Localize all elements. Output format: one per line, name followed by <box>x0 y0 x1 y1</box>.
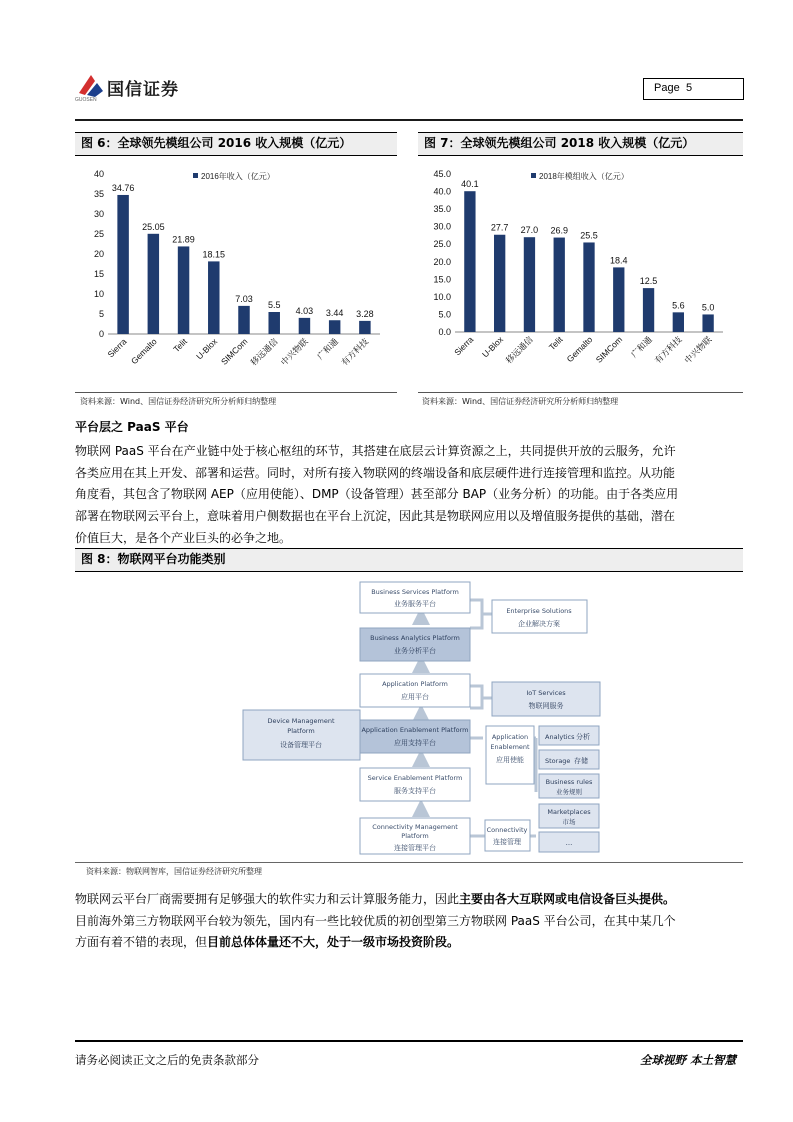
y-tick-label: 0.0 <box>438 327 451 337</box>
bar <box>554 238 565 332</box>
data-label: 5.6 <box>672 300 685 311</box>
x-tick-label: SIMCom <box>218 336 250 367</box>
closing-text: 物联网云平台厂商需要拥有足够强大的软件实力和云计算服务能力，因此 <box>75 892 460 906</box>
data-label: 26.9 <box>550 225 568 236</box>
data-label: 5.0 <box>701 302 715 313</box>
x-tick-label: U-Blox <box>194 336 220 362</box>
x-tick-label: SIMCom <box>593 334 625 365</box>
footer-rule <box>75 1040 743 1042</box>
data-label: 25.05 <box>142 221 165 232</box>
bar <box>148 234 159 334</box>
y-tick-label: 15 <box>93 269 104 279</box>
data-label: 18.15 <box>202 249 226 260</box>
y-tick-label: 40.0 <box>433 186 451 197</box>
sep-label: Service Enablement Platform <box>367 774 463 782</box>
header-rule <box>75 119 743 121</box>
more-label: ... <box>565 839 573 847</box>
data-label: 40.1 <box>461 179 479 190</box>
bar <box>329 320 340 334</box>
dmp-label-1: Device Management <box>267 717 335 725</box>
y-tick-label: 35 <box>93 189 104 199</box>
brand-logo <box>75 73 205 105</box>
analytics-label-cn: 分析 <box>576 733 590 741</box>
connectivity-label-cn: 连接管理 <box>493 838 521 846</box>
data-label: 7.03 <box>235 293 253 304</box>
bar <box>359 321 370 334</box>
y-tick-label: 30.0 <box>433 221 451 232</box>
figure7-title: 图 7：全球领先模组公司 2018 收入规模（亿元） <box>418 132 743 156</box>
data-label: 5.5 <box>267 300 281 310</box>
paragraph-line: 角度看，其包含了物联网 AEP（应用使能）、DMP（设备管理）甚至部分 BAP（业务分析）的功能。由于各类应用 <box>75 487 679 502</box>
ap-label-cn: 应用平台 <box>401 693 429 701</box>
legend-label: 2016年收入（亿元） <box>201 172 275 181</box>
bar <box>613 267 624 332</box>
bar <box>643 288 654 332</box>
x-tick-label: 中兴物联 <box>682 334 714 366</box>
paragraph-line: 价值巨大，是各个产业巨头的必争之地。 <box>75 530 292 545</box>
y-tick-label: 35.0 <box>433 204 451 215</box>
data-label: 25.5 <box>580 230 598 241</box>
bar <box>268 312 279 334</box>
footer-disclaimer: 请务必阅读正文之后的免责条款部分 <box>75 1053 259 1067</box>
cmp-label-cn: 连接管理平台 <box>394 844 436 852</box>
closing-text: 方面有着不错的表现，但 <box>75 935 208 950</box>
data-label: 3.44 <box>325 308 344 319</box>
cmp-label-1: Connectivity Management <box>372 823 458 831</box>
y-tick-label: 10 <box>93 289 104 299</box>
bar <box>464 191 475 332</box>
bar <box>673 312 684 332</box>
bar <box>583 242 594 332</box>
x-tick-label: Gemalto <box>128 336 159 367</box>
y-tick-label: 0 <box>98 329 104 339</box>
x-tick-label: Sierra <box>452 334 476 358</box>
closing-line-2: 目前海外第三方物联网平台较为领先，国内有一些比较优质的初创型第三方物联网 PaaS 平台公司，在其中某几个 <box>75 913 676 928</box>
y-tick-label: 25.0 <box>433 239 451 250</box>
x-tick-label: 中兴物联 <box>278 336 310 368</box>
data-label: 3.28 <box>356 308 374 319</box>
iot-label-cn: 物联网服务 <box>528 702 564 710</box>
y-tick-label: 40 <box>93 169 104 179</box>
y-tick-label: 25 <box>93 229 104 239</box>
y-tick-label: 45.0 <box>433 169 451 179</box>
figure6-chart <box>75 158 397 390</box>
page-label: Page <box>654 82 680 94</box>
y-tick-label: 20 <box>93 249 104 259</box>
legend-label: 2018年模组收入（亿元） <box>539 172 629 181</box>
x-tick-label: Telit <box>171 336 189 355</box>
figure7-source: 资料来源：Wind、国信证券经济研究所分析师归纳整理 <box>422 397 619 406</box>
data-label: 27.0 <box>520 225 539 236</box>
data-label: 21.89 <box>172 234 195 245</box>
x-tick-label: Gemalto <box>564 334 595 365</box>
es-label-cn: 企业解决方案 <box>518 620 560 628</box>
bar <box>208 261 219 334</box>
section-heading: 平台层之 PaaS 平台 <box>75 420 189 434</box>
ae-label-1: Application <box>491 733 529 741</box>
bar <box>178 246 189 334</box>
business-rules-label-cn: 业务规则 <box>556 788 582 796</box>
data-label: 4.03 <box>295 305 314 316</box>
data-label: 34.76 <box>111 182 135 193</box>
sep-label-cn: 服务支持平台 <box>394 787 436 795</box>
ae-label-2: Enablement <box>490 743 530 751</box>
bar <box>494 235 505 332</box>
paragraph-line: 部署在物联网云平台上，意味着用户侧数据也在平台上沉淀，因此其是物联网应用以及增值服务提供的基础，潜在 <box>75 509 676 524</box>
business-rules-label: Business rules <box>545 778 593 786</box>
bsp-label: Business Services Platform <box>371 588 459 596</box>
x-tick-label: 有方科技 <box>339 336 371 368</box>
iot-label: IoT Services <box>526 689 566 697</box>
x-tick-label: 有方科技 <box>652 334 684 366</box>
storage-label: Storage <box>545 757 571 765</box>
y-tick-label: 5.0 <box>438 309 451 320</box>
closing-line-3 <box>75 932 743 954</box>
dmp-label-cn: 设备管理平台 <box>280 741 322 749</box>
y-tick-label: 20.0 <box>433 256 451 267</box>
footer-slogan: 全球视野 本土智慧 <box>640 1053 737 1067</box>
aep-label-cn: 应用支持平台 <box>394 739 436 747</box>
figure6-source: 资料来源：Wind、国信证券经济研究所分析师归纳整理 <box>80 397 277 406</box>
brand-english: GUOSEN <box>75 97 97 103</box>
guosen-logo-icon <box>75 73 105 99</box>
storage-label-cn: 存储 <box>574 757 588 765</box>
legend-swatch <box>531 173 536 178</box>
figure6-title: 图 6：全球领先模组公司 2016 收入规模（亿元） <box>75 132 397 156</box>
x-tick-label: 广和通 <box>628 334 654 360</box>
figure6-source-rule <box>75 392 397 393</box>
y-tick-label: 30 <box>93 209 104 219</box>
connectivity-label: Connectivity <box>486 826 528 834</box>
marketplaces-label-cn: 市场 <box>562 818 576 826</box>
legend-swatch <box>193 173 198 178</box>
platform-diagram <box>240 578 605 856</box>
figure8-source-rule <box>75 862 743 863</box>
y-tick-label: 10.0 <box>433 291 451 302</box>
figure8-title: 图 8：物联网平台功能类别 <box>75 548 743 572</box>
figure8-source: 资料来源：物联网智库，国信证券经济研究所整理 <box>86 867 262 876</box>
page-number: 5 <box>686 82 693 94</box>
ae-label-cn: 应用使能 <box>496 756 524 764</box>
x-tick-label: 移远通信 <box>248 336 280 368</box>
y-tick-label: 15.0 <box>433 274 451 285</box>
marketplaces-label: Marketplaces <box>547 808 591 816</box>
x-tick-label: U-Blox <box>479 334 506 360</box>
closing-bold-text: 主要由各大互联网或电信设备巨头提供。 <box>459 892 676 906</box>
bar <box>702 314 713 332</box>
bap-label: Business Analytics Platform <box>370 634 460 642</box>
paragraph-line: 物联网 PaaS 平台在产业链中处于核心枢纽的环节，其搭建在底层云计算资源之上，共同提供开放的云服务，允许 <box>75 444 676 458</box>
x-tick-label: 移远通信 <box>503 334 535 366</box>
bar <box>117 195 128 334</box>
paragraph-line: 各类应用在其上开发、部署和运营。同时，对所有接入物联网的终端设备和底层硬件进行连接管理和监控。从功能 <box>75 465 676 480</box>
closing-line-1 <box>75 889 743 911</box>
brand-name: 国信证券 <box>107 80 179 100</box>
bar <box>238 306 249 334</box>
bar <box>299 318 310 334</box>
aep-label: Application Enablement Platform <box>361 726 469 734</box>
bsp-label-cn: 业务服务平台 <box>394 600 436 608</box>
analytics-label: Analytics <box>545 733 575 741</box>
y-tick-label: 5 <box>98 309 104 319</box>
dmp-label-2: Platform <box>287 727 315 735</box>
data-label: 18.4 <box>610 255 628 266</box>
figure7-chart <box>418 158 743 390</box>
cmp-label-2: Platform <box>401 832 429 840</box>
es-label: Enterprise Solutions <box>506 607 572 615</box>
x-tick-label: Sierra <box>105 336 129 360</box>
bap-label-cn: 业务分析平台 <box>394 647 436 655</box>
closing-paragraph <box>75 889 743 954</box>
closing-bold-text: 目前总体体量还不大，处于一级市场投资阶段。 <box>207 935 460 950</box>
figure7-source-rule <box>418 392 743 393</box>
section-paragraph <box>75 441 743 550</box>
data-label: 27.7 <box>490 222 509 233</box>
x-tick-label: Telit <box>546 334 565 353</box>
data-label: 12.5 <box>639 276 658 287</box>
ap-label: Application Platform <box>382 680 448 688</box>
bar <box>524 237 535 332</box>
x-tick-label: 广和通 <box>314 336 341 362</box>
page-number-box <box>643 78 744 100</box>
